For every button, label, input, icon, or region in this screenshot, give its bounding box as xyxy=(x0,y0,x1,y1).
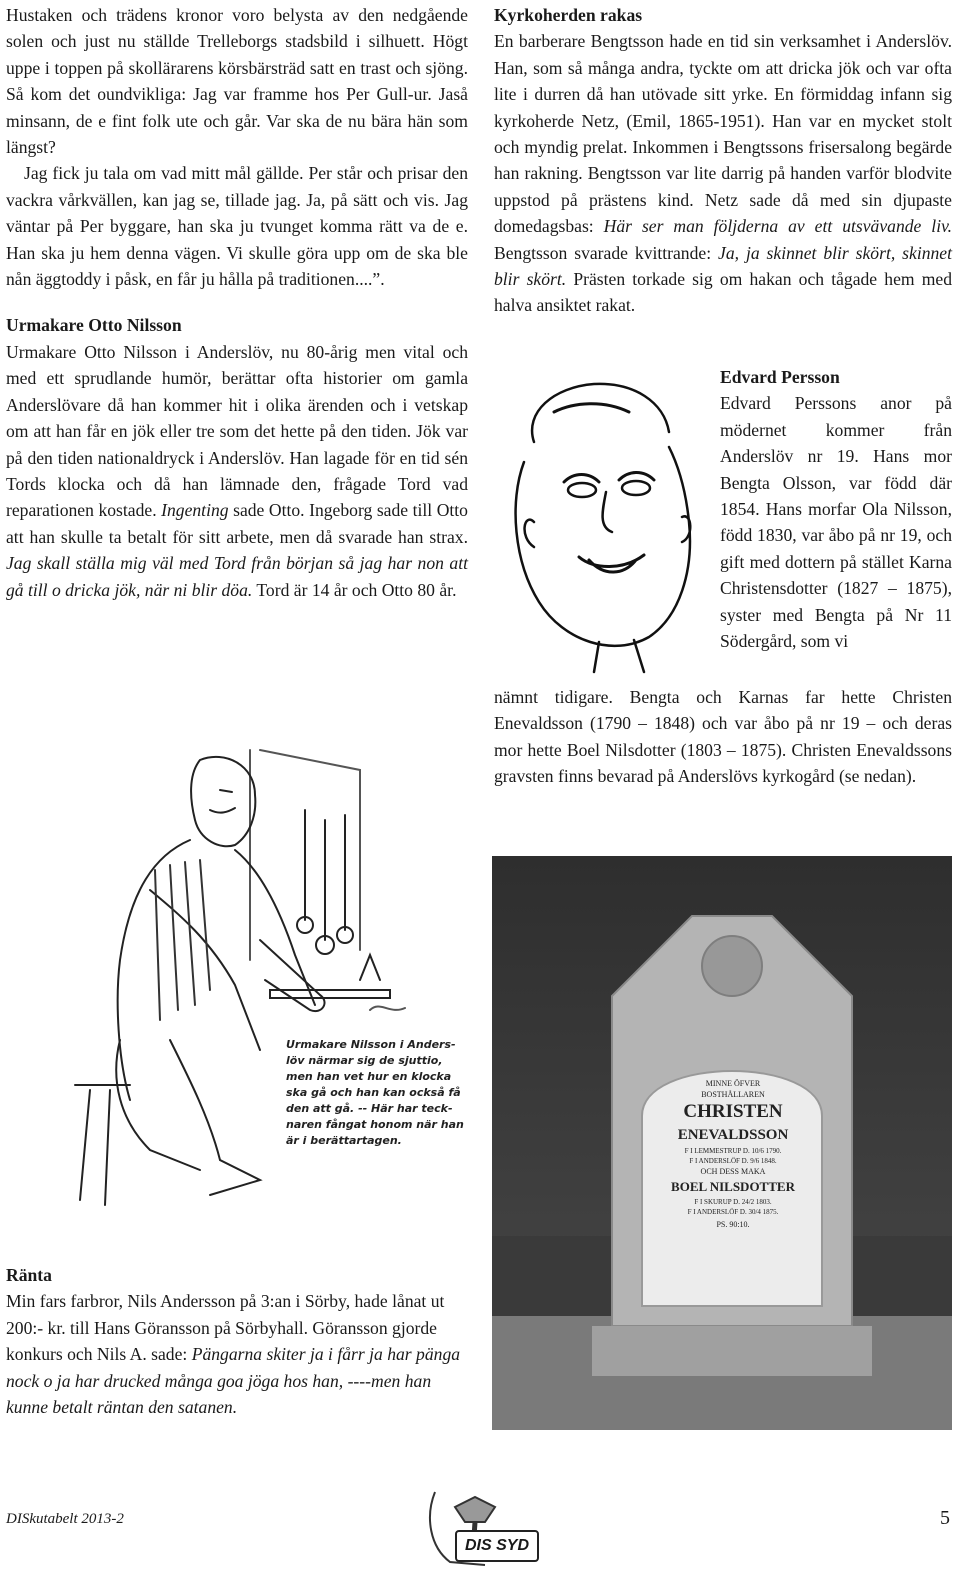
ranta-paragraph: Min fars farbror, Nils Andersson på 3:an i Sörby, hade lånat ut 200:- kr. till Hans Göransson på Sörbyhall. Göransson gjorde konkurs och Nils A. sade: Pängarna skiter ja i fårr ja har pänga nock o ja har drucked många goa jöga hos han, ----men han kunne betalt räntan den satanen. xyxy=(6,1291,461,1418)
page-number: 5 xyxy=(940,1507,950,1529)
stone-name-boel: BOEL NILSDOTTER xyxy=(671,1179,795,1194)
stone-dates-2: F I ANDERSLÖF D. 9/6 1848. xyxy=(689,1157,777,1165)
stone-dates-3: F I SKURUP D. 24/2 1803. xyxy=(694,1198,772,1206)
urmakare-paragraph: Urmakare Otto Nilsson i Anderslöv, nu 80-årig men vital och med ett sprudlande humör, berättar ofta historier om gamla Anderslövare då han kommer hit i olika ärenden och i vetskap om att han får en jök eller tre som det hette på den tiden. Jök var på den tiden nationaldryck i Anderslöv. Han lagade för en tid sén Tords klocka och då han lämnade den, frågade Tord vad reparationen kostade. Ingenting sade Otto. Ingeborg sade till Otto att han skulle ta betalt för sitt arbete, men då svarade han strax. Jag skall ställa mig väl med Tord från början så jag har non att gå till o dricka jök, när ni blir döa. Tord är 14 år och Otto 80 år. xyxy=(6,341,468,600)
kyrkoherden-heading: Kyrkoherden rakas xyxy=(494,5,643,25)
left-column xyxy=(6,2,468,603)
intro-paragraph-2: Jag fick ju tala om vad mitt mål gällde. Per står och prisar den vackra vårkvällen, kan jag se, tillade jag. Ja, på sätt och vis. Jag väntar på Per byggare, han ska ju tvunget komma rätt va de e. Han ska ju hem denna vägen. Vi skulle göra upp om de ska ble nån äggtoddy i påsk, en får ju hålla på traditionen....”. xyxy=(6,163,468,290)
edvard-section-full xyxy=(494,684,952,790)
edvard-paragraph-wrap: Edvard Perssons anor på mödernet kommer från Anderslöv nr 19. Hans mor Bengta Olsson, var född där 1854. Hans morfar Ola Nilsson, född 1830, var åbo på nr 19, och gift med dottern på stället Karna Christensdotter (1827 – 1875), syster med Bengta på Nr 11 Södergård, som vi xyxy=(720,393,952,652)
edvard-persson-caricature xyxy=(494,372,704,677)
edvard-section-wrap xyxy=(720,364,952,654)
dis-syd-logo-text: DIS SYD xyxy=(455,1530,539,1562)
publication-footer: DISkutabelt 2013-2 xyxy=(6,1511,124,1527)
intro-paragraph-1: Hustaken och trädens kronor voro belysta av den nedgående solen och just nu ställde Trelleborgs stadsbild i silhuett. Högt uppe i toppen på skollärarens körsbärsträd satt en trast och sjöng. Så kom det oundvikliga: Jag var framme hos Per Gull-ur. Jaså minsann, de e fint folk ute och går. Var ska de nu bära hän som längst? xyxy=(6,5,468,158)
sketch-caption: Urmakare Nilsson i Anders- löv närmar sig de sjuttio, men han vet hur en klocka ska gå och han kan också få den att gå. -- Här har teck- naren fångat honom när han är i berättartagen. xyxy=(286,1038,464,1147)
edvard-paragraph-full: nämnt tidigare. Bengta och Karnas far hette Christen Enevaldsson (1790 – 1848) och var åbo på nr 19 – och deras mor hette Boel Nilsdotter (1803 – 1875). Christen Enevaldssons gravsten finns bevarad på Anderslövs kyrkogård (se nedan). xyxy=(494,687,952,787)
stone-line-2: BOSTHÅLLAREN xyxy=(701,1090,765,1099)
right-column xyxy=(494,2,952,319)
gravestone-inscription xyxy=(648,1078,818,1233)
ranta-heading: Ränta xyxy=(6,1265,52,1285)
stone-dates-1: F I LEMMESTRUP D. 10/6 1790. xyxy=(684,1147,782,1155)
stone-name-enevaldsson: ENEVALDSSON xyxy=(677,1127,789,1143)
kyrkoherden-paragraph: En barberare Bengtsson hade en tid sin verksamhet i Anderslöv. Han, som så många andra, tyckte om att dricka jök och var ofta lite i durren då han utövade sitt yrke. En förmiddag infann sig kyrkoherde Netz, (Emil, 1865-1951). Han var en mycket stolt och myndig prelat. Inkommen i Bengtssons frisersalong begärde han rakning. Bengtsson var lite darrig på handen varför blodvite uppstod på prästens kind. Netz sade då med sin djupaste domedagsbas: Här ser man följderna av ett utsvävande liv. Bengtsson svarade kvittrande: Ja, ja skinnet blir skört, skinnet blir skört. Prästen torkade sig om hakan och tågade hem med halva ansiktet rakat. xyxy=(494,31,953,316)
urmakare-heading: Urmakare Otto Nilsson xyxy=(6,315,182,336)
stone-dates-4: F I ANDERSLÖF D. 30/4 1875. xyxy=(687,1208,779,1216)
stone-ref: PS. 90:10. xyxy=(716,1220,750,1229)
stone-line-1: MINNE ÖFVER xyxy=(705,1079,761,1088)
stone-name-christen: CHRISTEN xyxy=(683,1101,783,1122)
stone-line-3: OCH DESS MAKA xyxy=(700,1167,766,1176)
ranta-section xyxy=(6,1262,468,1420)
edvard-heading: Edvard Persson xyxy=(720,367,840,387)
